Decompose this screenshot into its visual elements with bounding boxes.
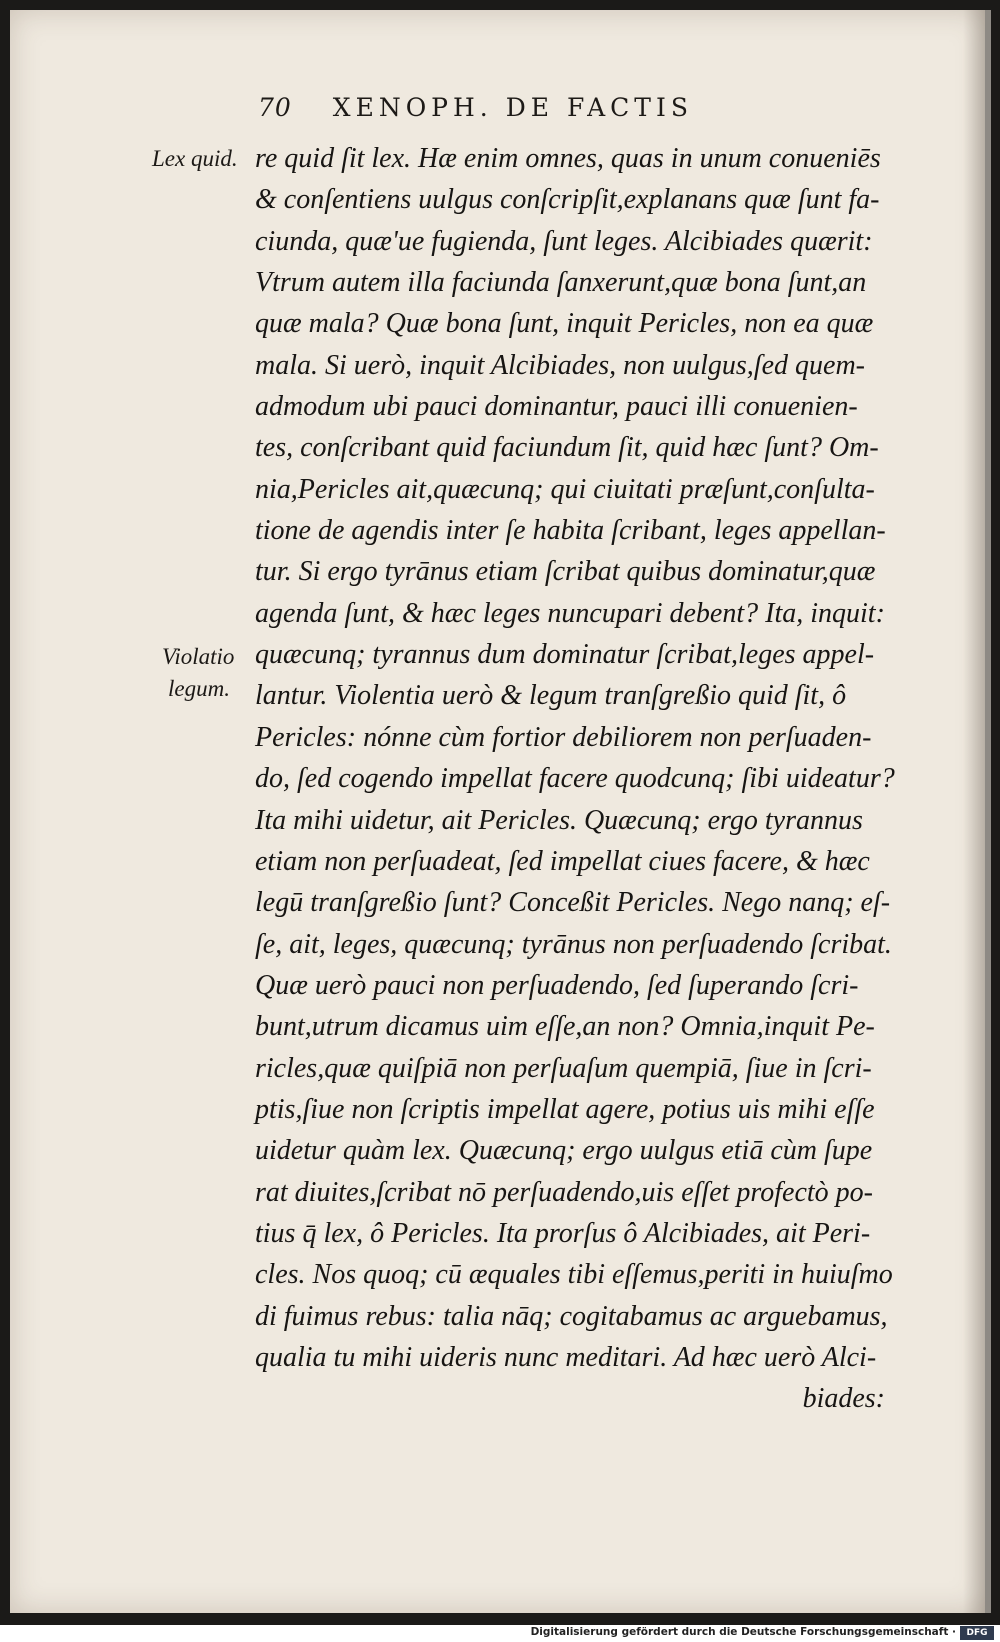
text-line: tione de agendis inter ſe habita ſcribant, leges appellan- bbox=[255, 515, 886, 547]
text-line: uidetur quàm lex. Quæcunq; ergo uulgus etiā cùm ſupe bbox=[255, 1135, 873, 1167]
text-line: agenda ſunt, & hæc leges nuncupari debent? Ita, inquit: bbox=[255, 597, 885, 629]
page-edge bbox=[963, 10, 985, 1613]
text-line: ciunda, quæ'ue fugienda, ſunt leges. Alcibiades quærit: bbox=[255, 225, 873, 257]
margin-note-violatio: Violatio bbox=[162, 644, 235, 669]
text-line: cles. Nos quoq; cū æquales tibi eſſemus,periti in huiuſmo bbox=[255, 1259, 893, 1291]
text-line: & conſentiens uulgus conſcripſit,explanans quæ ſunt fa- bbox=[255, 184, 880, 216]
text-line: etiam non perſuadeat, ſed impellat ciues facere, & hæc bbox=[255, 845, 870, 877]
text-line: tes, conſcribant quid faciundum ſit, quid hæc ſunt? Om- bbox=[255, 432, 879, 464]
text-line: legū tranſgreßio ſunt? Conceßit Pericles. Nego nanq; eſ- bbox=[255, 887, 891, 919]
text-line: mala. Si uerò, inquit Alcibiades, non uulgus,ſed quem- bbox=[255, 349, 865, 381]
text-line: re quid ſit lex. Hæ enim omnes, quas in unum conueniēs bbox=[255, 143, 881, 174]
text-line: admodum ubi pauci dominantur, pauci illi conuenien- bbox=[255, 391, 858, 423]
margin-note-lex-quid: Lex quid. bbox=[152, 146, 238, 171]
text-line: ptis,ſiue non ſcriptis impellat agere, potius uis mihi eſſe bbox=[255, 1093, 875, 1125]
text-line: qualia tu mihi uideris nunc meditari. Ad hæc uerò Alci- bbox=[255, 1341, 877, 1373]
body-text bbox=[255, 138, 895, 1420]
footer-bar bbox=[0, 1625, 1000, 1642]
text-line: Ita mihi uidetur, ait Pericles. Quæcunq; ergo tyrannus bbox=[255, 804, 863, 836]
text-line: do, ſed cogendo impellat facere quodcunq; ſibi uideatur? bbox=[255, 763, 895, 795]
text-line: nia,Pericles ait,quæcunq; qui ciuitati præſunt,conſulta- bbox=[255, 473, 875, 505]
running-title: XENOPH. DE FACTIS bbox=[332, 93, 693, 122]
margin-note-legum: legum. bbox=[168, 676, 230, 701]
text-line: tius q̄ lex, ô Pericles. Ita prorſus ô Alcibiades, ait Peri- bbox=[255, 1217, 871, 1249]
running-header bbox=[258, 93, 693, 122]
page-number: 70 bbox=[258, 93, 292, 122]
text-line: rat diuites,ſcribat nō perſuadendo,uis eſſet profectò po- bbox=[255, 1176, 873, 1208]
text-line: bunt,utrum dicamus uim eſſe,an non? Omnia,inquit Pe- bbox=[255, 1011, 875, 1043]
text-line: quæcunq; tyrannus dum dominatur ſcribat,leges appel- bbox=[255, 639, 875, 671]
text-line: Pericles: nónne cùm fortior debiliorem non perſuaden- bbox=[255, 721, 872, 753]
text-line: tur. Si ergo tyrānus etiam ſcribat quibus dominatur,quæ bbox=[255, 556, 876, 588]
text-line-catchword: biades: bbox=[802, 1383, 885, 1415]
text-line: ſe, ait, leges, quæcunq; tyrānus non perſuadendo ſcribat. bbox=[255, 928, 892, 960]
text-line: quæ mala? Quæ bona ſunt, inquit Pericles, non ea quæ bbox=[255, 308, 874, 340]
text-line: Vtrum autem illa faciunda ſanxerunt,quæ bona ſunt,an bbox=[255, 267, 867, 299]
text-line: di fuimus rebus: talia nāq; cogitabamus ac arguebamus, bbox=[255, 1300, 888, 1332]
text-line: ricles,quæ quiſpiā non perſuaſum quempiā, ſiue in ſcri- bbox=[255, 1052, 872, 1084]
text-line: Quæ uerò pauci non perſuadendo, ſed ſuperando ſcri- bbox=[255, 969, 859, 1001]
funding-notice: Digitalisierung gefördert durch die Deutsche Forschungsgemeinschaft · bbox=[530, 1626, 956, 1638]
dfg-logo-icon: DFG bbox=[960, 1626, 994, 1640]
text-line: lantur. Violentia uerò & legum tranſgreßio quid ſit, ô bbox=[255, 680, 847, 712]
